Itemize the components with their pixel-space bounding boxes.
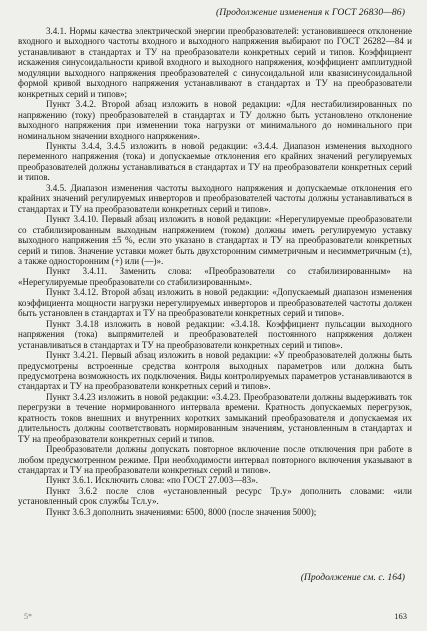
paragraph: Преобразователи должны допускать повторное включение после отключения при работе в любом предусмотренном режиме. При необходимости интервал повторного включения указывают в стандартах и ТУ на преобразователи конкретных серий и типов».	[18, 444, 412, 476]
running-header: (Продолжение изменения к ГОСТ 26830—86)	[215, 7, 405, 18]
paragraph: 3.4.1. Нормы качества электрической энергии преобразователей: установившееся отклонение входного и выходного частоты входного и выходного напряжения выбирают по ГОСТ 26282—84 и устанавливают в стандартах и ТУ на преобразователи конкретных серий и типов. Коэффициент искажения синусоидальности кривой входного и выходного напряжения, коэффициент амплитудной модуляции выходного напряжения преобразователей с синусоидальной или квазисинусоидальной формой кривой выходного напряжения устанавливают в стандартах и ТУ на преобразователи конкретных серий и типов»;	[18, 26, 412, 99]
paragraph: 3.4.5. Диапазон изменения частоты выходного напряжения и допускаемые отклонения его крайних значений регулируемых инверторов и преобразователей частоты должны устанавливаться в стандартах и ТУ на преобразователи конкретных серий и типов».	[18, 182, 412, 214]
paragraph: Пункты 3.4.4, 3.4.5 изложить в новой редакции: «3.4.4. Диапазон изменения выходного переменного напряжения (тока) и допускаемые отклонения его крайних значений регулируемых преобразователей должны устанавливаться в стандартах и ТУ на преобразователи конкретных серий и типов.	[18, 140, 412, 183]
signature-mark: 5*	[24, 612, 32, 621]
paragraph: Пункт 3.4.12. Второй абзац изложить в новой редакции: «Допускаемый диапазон изменения коэффициента мощности нагрузки нерегулируемых инверторов и преобразователей частоты должен быть установлен в стандартах и ТУ на преобразователи конкретных серий и типов».	[18, 287, 412, 319]
paragraph: Пункт 3.4.11. Заменить слова: «Преобразователи со стабилизированным» на «Нерегулируемые преобразователи со стабилизированным».	[18, 266, 412, 287]
paragraph: Пункт 3.4.21. Первый абзац изложить в новой редакции: «У преобразователей должны быть предусмотрены встроенные средства контроля выходных параметров или должна быть предусмотрена возможность их подключения. Виды контролируемых параметров устанавливаются в стандартах и ТУ на преобразователи конкретных серий и типов».	[18, 350, 412, 392]
paragraph: Пункт 3.6.2 после слов «установленный ресурс Тр.у» дополнить словами: «или установленный срок службы Тсл.у».	[18, 485, 412, 507]
paragraph: Пункт 3.4.2. Второй абзац изложить в новой редакции: «Для нестабилизированных по напряжению (току) преобразователей в стандартах и ТУ должно быть установлено отклонение выходного напряжения при изменении тока нагрузки от минимального до номинального при номинальном значении входного напряжения».	[18, 99, 412, 141]
paragraph: Пункт 3.6.3 дополнить значениями: 6500, 8000 (после значения 5000);	[46, 506, 317, 517]
paragraph: Пункт 3.4.10. Первый абзац изложить в новой редакции: «Нерегулируемые преобразователи со стабилизированным выходным напряжением (током) должны иметь регулируемую уставку выходного напряжения ±5 %, если это указано в стандартах и ТУ на преобразователи конкретных серий и типов. Значение уставки может быть двухсторонним симметричным и несимметричным (±), а также односторонним (+) или (—)».	[18, 214, 412, 266]
paragraph: Пункт 3.4.18 изложить в новой редакции: «3.4.18. Коэффициент пульсации выходного напряжения (тока) выпрямителей и преобразователей постоянного напряжения должен устанавливаться в стандартах и ТУ на преобразователи конкретных серий и типов».	[18, 318, 412, 350]
paragraph: Пункт 3.6.1. Исключить слова: «по ГОСТ 27.003—83».	[46, 475, 258, 486]
page-number: 163	[394, 611, 407, 621]
paragraph: Пункт 3.4.23 изложить в новой редакции: «3.4.23. Преобразователи должны выдерживать ток перегрузки в течение нормированного интервала времени. Кратность допускаемых перегрузок, кратность токов внешних и внутренних коротких замыканий преобразователя и допускаемая их длительность должны соответствовать нормированным значениям, установленным в стандартах и ТУ на преобразователи конкретных серий и типов.	[18, 391, 412, 444]
body-text	[18, 26, 412, 517]
continuation-note: (Продолжение см. с. 164)	[300, 572, 405, 583]
